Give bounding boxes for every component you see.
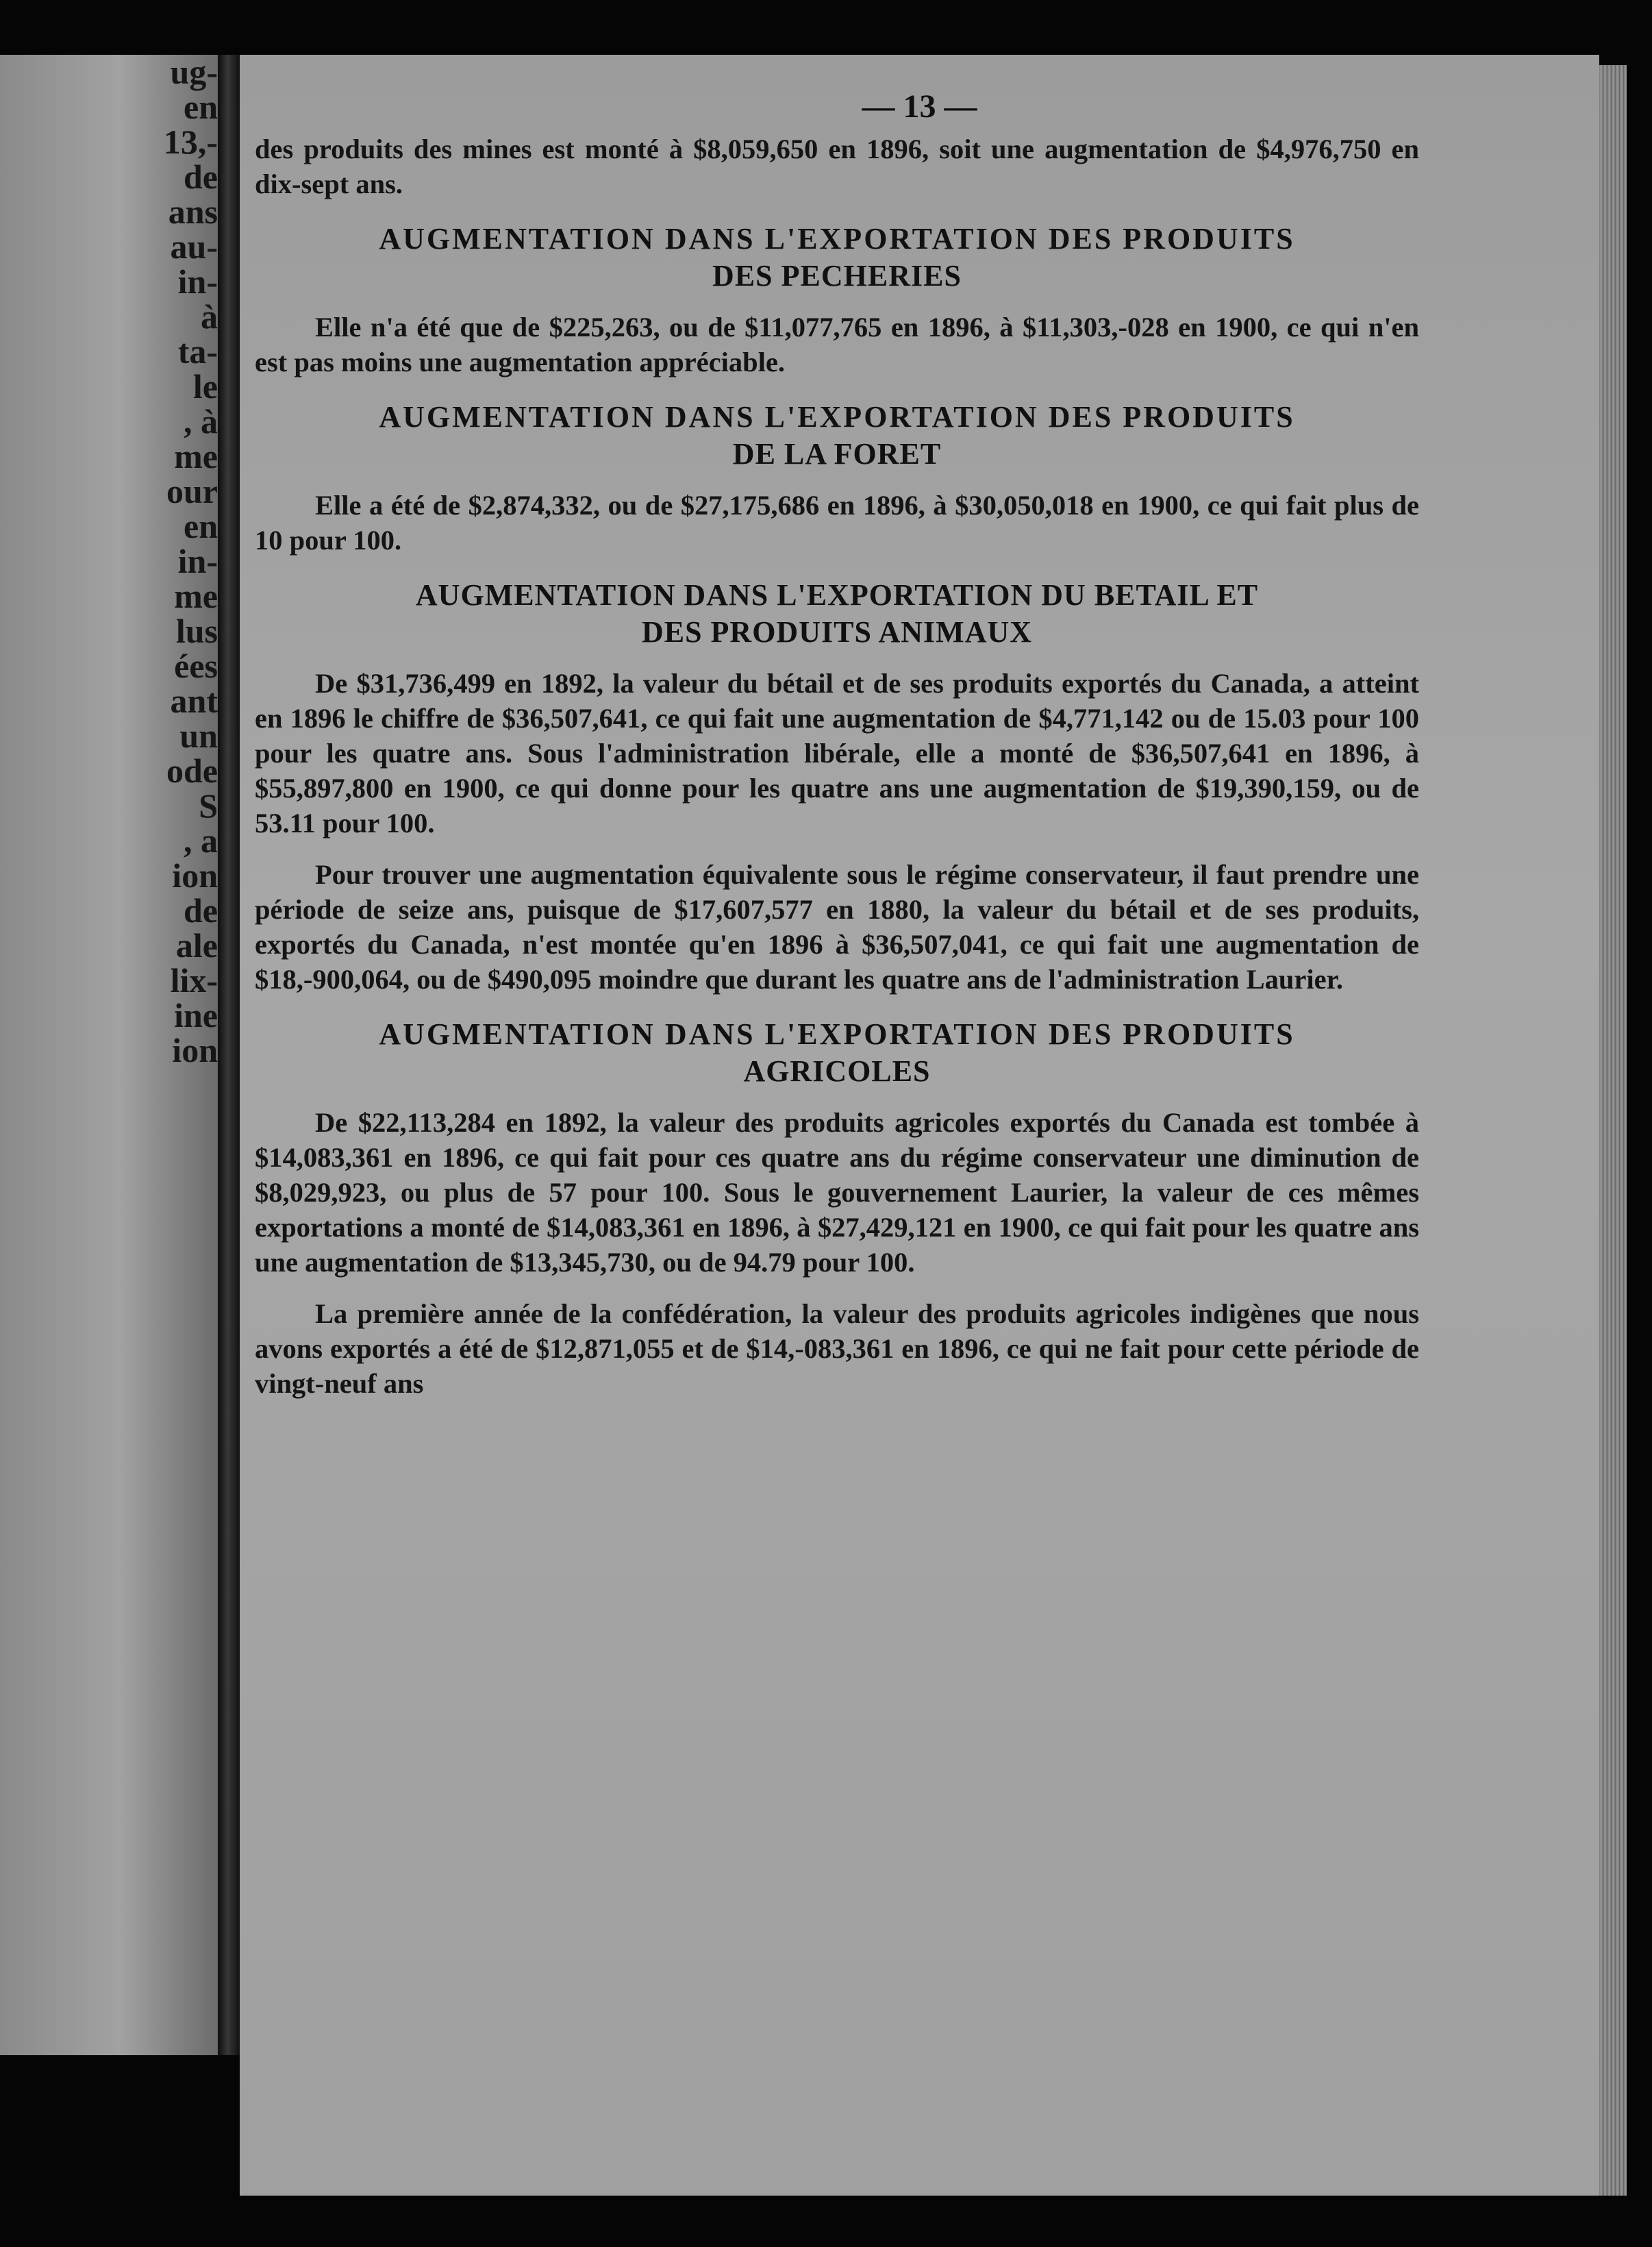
page-edge — [1599, 65, 1627, 2196]
intro-paragraph: des produits des mines est monté à $8,059,650 en 1896, soit une augmentation de $4,976,750 en dix-sept ans. — [255, 134, 1419, 199]
left-fragment: ans — [168, 193, 218, 231]
left-page-text-fragments — [81, 55, 218, 1068]
left-fragment: au- — [170, 227, 218, 266]
left-fragment: ion — [172, 856, 218, 895]
left-fragment: , a — [184, 821, 218, 860]
section-heading — [255, 221, 1419, 295]
left-fragment: le — [192, 367, 218, 406]
section-paragraph: Elle n'a été que de $225,263, ou de $11,077,765 en 1896, à $11,303,-028 en 1900, ce qui n'en est pas moins une augmentation appréciable. — [255, 312, 1419, 377]
section-paragraph: La première année de la confédération, la valeur des produits agricoles indigènes que nous avons exportés a été de $12,871,055 et de $14,-083,361 en 1896, ce qui ne fait pour cette période de vingt-neuf ans — [255, 1298, 1419, 1399]
left-fragment: ion — [172, 1031, 218, 1069]
section-paragraph: De $22,113,284 en 1892, la valeur des produits agricoles exportés du Canada est tombée à $14,083,361 en 1896, ce qui fait pour ces quatre ans du régime conservateur une diminution de $8,029,923, ou plus de 57 pour 100. Sous le gouvernement Laurier, la valeur de ces mêmes exportations a monté de $14,083,361 en 1896, à $27,429,121 en 1900, ce qui fait pour les quatre ans une augmentation de $13,345,730, ou de 94.79 pour 100. — [255, 1107, 1419, 1278]
left-fragment: en — [184, 88, 218, 126]
left-fragment: en — [184, 507, 218, 545]
left-fragment: our — [166, 472, 218, 510]
left-fragment: ode — [166, 752, 218, 790]
page-body — [255, 132, 1419, 1417]
left-fragment: de — [184, 158, 218, 196]
section-heading-line-2: AGRICOLES — [743, 1054, 931, 1088]
left-fragment: 13,- — [163, 123, 218, 161]
page-number: — 13 — — [862, 88, 977, 125]
left-fragment: ant — [170, 682, 218, 720]
left-fragment: lix- — [170, 961, 218, 1000]
left-page — [0, 55, 218, 2055]
section-heading-line-2: DE LA FORET — [732, 437, 942, 471]
section-heading-line-1: AUGMENTATION DANS L'EXPORTATION DES PRODUITS — [379, 222, 1295, 256]
left-fragment: ine — [174, 996, 218, 1034]
left-fragment: ug- — [170, 55, 218, 91]
section-paragraph: Pour trouver une augmentation équivalente sous le régime conservateur, il faut prendre une période de seize ans, puisque de $17,607,577 en 1880, la valeur du bétail et de ses produits, exportés du Canada, n'est montée qu'en 1896 à $36,507,041, ce qui fait une augmentation de $18,-900,064, ou de $490,095 moindre que durant les quatre ans de l'administration Laurier. — [255, 859, 1419, 995]
left-fragment: , à — [184, 402, 218, 440]
section-heading-line-2: DES PECHERIES — [712, 259, 962, 293]
left-fragment: de — [184, 891, 218, 930]
book-gutter — [218, 55, 240, 2055]
left-fragment: S — [199, 786, 218, 825]
section-heading — [255, 399, 1419, 473]
section-heading-line-1: AUGMENTATION DANS L'EXPORTATION DES PRODUITS — [379, 1017, 1295, 1051]
left-fragment: à — [201, 297, 218, 336]
left-fragment: lus — [175, 612, 218, 650]
section-paragraph: Elle a été de $2,874,332, ou de $27,175,686 en 1896, à $30,050,018 en 1900, ce qui fait plus de 10 pour 100. — [255, 490, 1419, 556]
left-fragment: ta- — [177, 332, 218, 371]
left-fragment: un — [179, 717, 218, 755]
section-heading-line-1: AUGMENTATION DANS L'EXPORTATION DES PRODUITS — [379, 400, 1295, 434]
section-heading-line-1: AUGMENTATION DANS L'EXPORTATION DU BETAIL ET — [415, 578, 1259, 612]
left-fragment: in- — [177, 262, 218, 301]
left-fragment: in- — [177, 542, 218, 580]
section-heading — [255, 1016, 1419, 1090]
section-paragraph: De $31,736,499 en 1892, la valeur du bétail et de ses produits exportés du Canada, a atteint en 1896 le chiffre de $36,507,641, ce qui fait une augmentation de $4,771,142 ou de 15.03 pour 100 pour les quatre ans. Sous l'administration libérale, elle a monté de $36,507,641 en 1896, à $55,897,800 en 1900, ce qui donne pour les quatre ans une augmentation de $19,390,159, ou de 53.11 pour 100. — [255, 668, 1419, 839]
left-fragment: me — [174, 437, 218, 475]
left-fragment: ées — [174, 647, 218, 685]
right-page — [240, 55, 1599, 2196]
left-fragment: ale — [175, 926, 218, 965]
section-heading-line-2: DES PRODUITS ANIMAUX — [641, 615, 1033, 649]
section-heading — [255, 577, 1419, 651]
left-fragment: me — [174, 577, 218, 615]
